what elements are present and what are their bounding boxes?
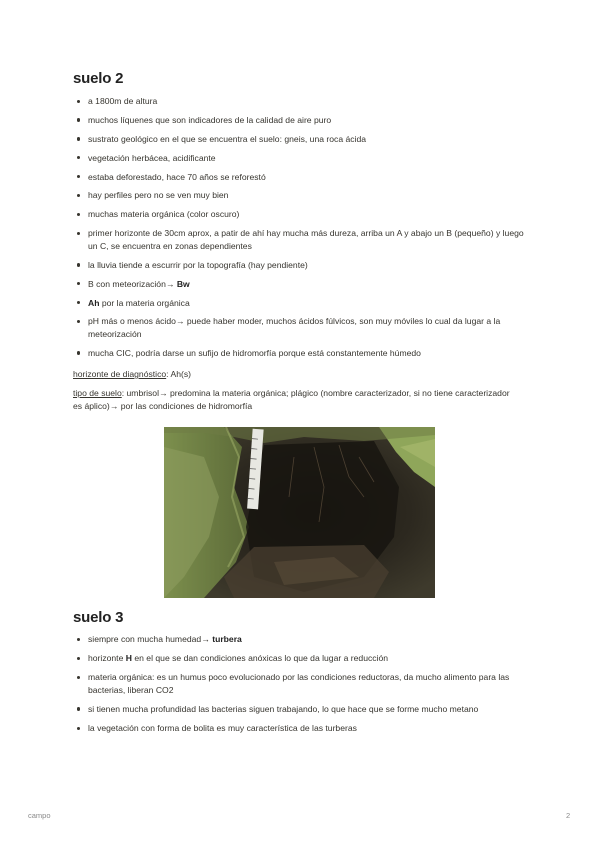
soil-type-label: tipo de suelo [73, 388, 122, 398]
diagnostic-value: : Ah(s) [166, 369, 192, 379]
item-text: en el que se dan condiciones anóxicas lo que da lugar a reducción [131, 653, 389, 664]
bold-term: H [125, 653, 132, 664]
suelo-2-list [73, 95, 528, 359]
soil-type-value: : umbrisol→ predomina la materia orgánica; plágico (nombre caracterizador, si no tiene caracterizador es áplico)→ por las condiciones de hidromorfía [73, 388, 510, 411]
section-title-suelo-2: suelo 2 [73, 70, 124, 87]
bold-term: turbera [212, 634, 242, 644]
list-item-ah [73, 297, 528, 310]
suelo-3-list [73, 633, 528, 735]
section-title-suelo-3: suelo 3 [73, 609, 124, 626]
list-item: estaba deforestado, hace 70 años se reforestó [73, 171, 528, 184]
bold-term: Ah [88, 297, 100, 308]
list-item: si tienen mucha profundidad las bacterias siguen trabajando, lo que hace que se forme mucho metano [73, 703, 528, 716]
list-item: hay perfiles pero no se ven muy bien [73, 189, 528, 202]
list-item-turbera [73, 633, 528, 646]
diagnostic-label: horizonte de diagnóstico [73, 369, 167, 379]
item-text: B con meteorización→ [88, 278, 177, 289]
list-item: vegetación herbácea, acidificante [73, 152, 528, 165]
list-item: pH más o menos ácido→ puede haber moder, muchos ácidos fúlvicos, son muy móviles lo cual da lugar a la meteorización [73, 315, 528, 340]
list-item-horizonte-h [73, 652, 528, 665]
item-text: siempre con mucha humedad→ [88, 634, 213, 644]
list-item: sustrato geológico en el que se encuentra el suelo: gneis, una roca ácida [73, 133, 528, 146]
bold-term: Bw [176, 278, 190, 289]
soil-type-paragraph [73, 387, 518, 412]
list-item: mucha CIC, podría darse un sufijo de hidromorfía porque está constantemente húmedo [73, 347, 528, 360]
soil-photo-illustration [164, 427, 435, 598]
list-item-bw [73, 278, 528, 291]
footer-page-number: 2 [566, 811, 571, 820]
list-item: muchas materia orgánica (color oscuro) [73, 208, 528, 221]
list-item: a 1800m de altura [73, 95, 528, 108]
list-item: la lluvia tiende a escurrir por la topografía (hay pendiente) [73, 259, 528, 272]
footer-left: campo [28, 811, 51, 820]
diagnostic-horizon-line [73, 368, 513, 381]
item-text: horizonte [88, 653, 126, 664]
soil-profile-photo [164, 427, 435, 598]
item-text: por la materia orgánica [99, 297, 190, 308]
list-item: muchos líquenes que son indicadores de la calidad de aire puro [73, 114, 528, 127]
list-item: la vegetación con forma de bolita es muy característica de las turberas [73, 722, 528, 735]
list-item: primer horizonte de 30cm aprox, a patir de ahí hay mucha más dureza, arriba un A y abajo un B (pequeño) y luego un C, se encuentra en zonas dependientes [73, 227, 528, 252]
list-item: materia orgánica: es un humus poco evolucionado por las condiciones reductoras, da mucho alimento para las bacterias, liberan CO2 [73, 671, 528, 696]
